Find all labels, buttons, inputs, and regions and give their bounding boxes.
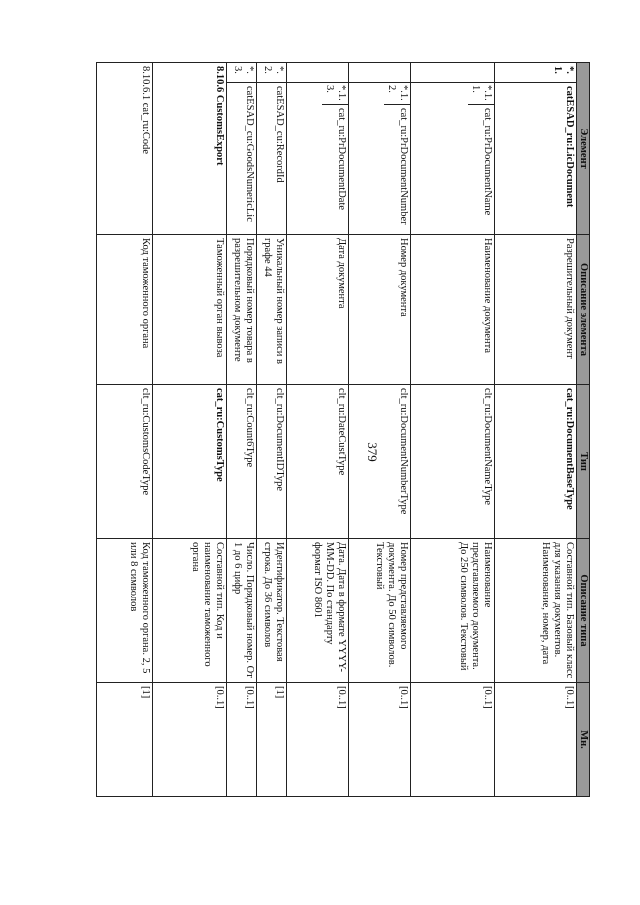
row-type-description: Код таможенного органа. 2, 5 или 8 символов (97, 539, 153, 683)
row-mult: [0..1] (227, 683, 257, 797)
table-row (287, 63, 349, 797)
row-indent (411, 63, 495, 83)
row-num: 8.10.6 (214, 66, 225, 93)
row-description: Разрешительный документ (495, 235, 577, 385)
row-mult: [0..1] (349, 683, 411, 797)
row-num: *.1.3. (322, 83, 348, 105)
row-element-cell (97, 63, 153, 235)
row-element-cell (349, 83, 411, 235)
row-element-cell (411, 83, 495, 235)
table-row (411, 63, 495, 797)
header-mult: Мн. (577, 683, 590, 797)
row-type: clt_ru:CustomsCodeType (97, 385, 153, 539)
row-description: Дата документа (287, 235, 349, 385)
row-type-description: Наименование представляемого документа. До 250 символов. Текстовый (411, 539, 495, 683)
row-type: clt_ru:DocumentNumberType (349, 385, 411, 539)
elements-table (96, 62, 590, 797)
header-type-description: Описание типа (577, 539, 590, 683)
row-type-description: Составной тип. Код и наименование таможенного органа (153, 539, 227, 683)
rotated-table-wrapper (97, 62, 590, 796)
row-element: catESAD_cu:GoodsNumericLic (227, 83, 257, 235)
table-row (227, 63, 257, 797)
row-description: Номер документа (349, 235, 411, 385)
row-num: *.3. (227, 63, 257, 83)
row-num: *.1.2. (384, 83, 410, 105)
row-element: catESAD_cu:RecordId (257, 83, 287, 235)
row-type-description: Идентификатор. Текстовая строка. До 36 символов (257, 539, 287, 683)
table-row (97, 63, 153, 797)
row-element: cat_ru:PrDocumentDate (336, 108, 347, 211)
row-element: catESAD_ru:LicDocument (495, 83, 577, 235)
row-description: Порядковый номер товара в разрешительном документе (227, 235, 257, 385)
table-row (257, 63, 287, 797)
row-type: cat_ru:CustomsType (153, 385, 227, 539)
row-element-cell (287, 83, 349, 235)
row-mult: [0..1] (153, 683, 227, 797)
row-type-description: Число. Порядковый номер. От 1 до 6 цифр (227, 539, 257, 683)
row-mult: [1] (257, 683, 287, 797)
row-type-description: Дата. Дата в формате YYYY-MM-DD. По стандарту формат ISO 8601 (287, 539, 349, 683)
row-description: Код таможенного органа (97, 235, 153, 385)
row-element-cell (153, 63, 227, 235)
page-number: 379 (365, 442, 380, 462)
table-row (153, 63, 227, 797)
row-type: clt_ru:Count6Type (227, 385, 257, 539)
row-mult: [0..1] (411, 683, 495, 797)
header-element: Элемент (577, 63, 590, 235)
row-indent (287, 63, 349, 83)
header-description: Описание элемента (577, 235, 590, 385)
row-mult: [0..1] (495, 683, 577, 797)
table-header-row (577, 63, 590, 797)
row-num: *.1.1. (468, 83, 494, 105)
row-type: clt_ru:DocumentIDType (257, 385, 287, 539)
row-element: cat_ru:Code (140, 102, 151, 155)
row-element: cat_ru:PrDocumentName (482, 108, 493, 216)
row-element: cat_ru:PrDocumentNumber (398, 108, 409, 225)
row-description: Наименование документа (411, 235, 495, 385)
header-type: Тип (577, 385, 590, 539)
row-type: cat_ru:DocumentBaseType (495, 385, 577, 539)
row-mult: [0..1] (287, 683, 349, 797)
row-type-description: Составной тип. Базовый класс для указания документов. Наименование, номер, дата (495, 539, 577, 683)
row-num: *.2. (257, 63, 287, 83)
row-type: clt_ru:DateCustType (287, 385, 349, 539)
row-description: Таможенный орган вывоза (153, 235, 227, 385)
row-num: 8.10.6.1 (140, 66, 151, 101)
table-row (495, 63, 577, 797)
row-description: Уникальный номер записи в графе 44 (257, 235, 287, 385)
row-element: CustomsExport (214, 94, 225, 166)
row-indent (349, 63, 411, 83)
row-num: *.1. (495, 63, 577, 83)
row-type-description: Номер представляемого документа. До 50 символов. Текстовый (349, 539, 411, 683)
row-type: clt_ru:DocumentNameType (411, 385, 495, 539)
row-mult: [1] (97, 683, 153, 797)
table-row (349, 63, 411, 797)
